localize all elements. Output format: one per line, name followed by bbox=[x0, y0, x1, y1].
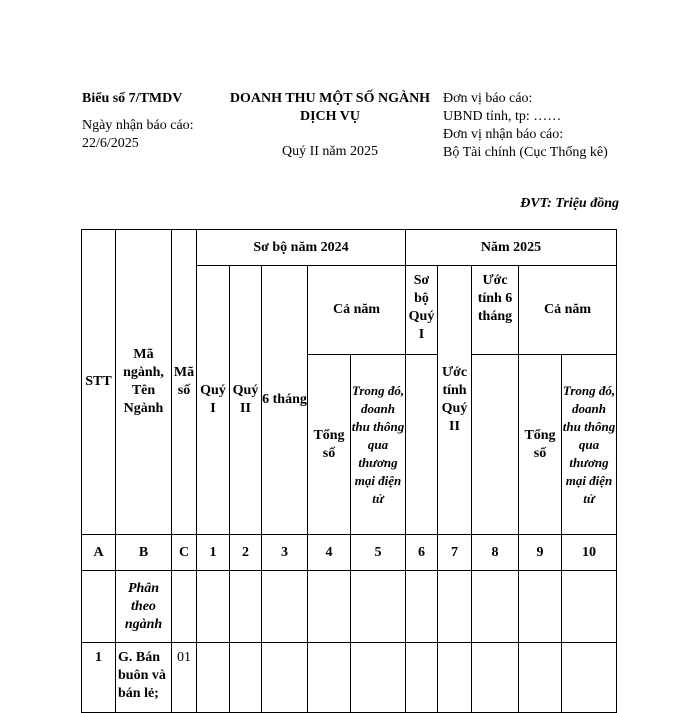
col-total-2024: Tổng số bbox=[308, 355, 351, 535]
header-left bbox=[82, 90, 217, 153]
header-right bbox=[443, 90, 623, 162]
col-total-2025: Tổng số bbox=[519, 355, 562, 535]
receive-date: 22/6/2025 bbox=[82, 136, 139, 151]
index-cell: 6 bbox=[406, 535, 438, 571]
reporting-unit: UBND tỉnh, tp: …… bbox=[443, 109, 562, 124]
report-title-line2: DỊCH VỤ bbox=[299, 109, 361, 124]
index-row bbox=[82, 535, 617, 571]
col-6m-2024: 6 tháng bbox=[262, 266, 308, 535]
revenue-table bbox=[81, 229, 617, 713]
index-cell: 10 bbox=[562, 535, 617, 571]
unit-label: ĐVT: Triệu đồng bbox=[520, 196, 619, 211]
index-cell: 4 bbox=[308, 535, 351, 571]
row-code: 01 bbox=[172, 643, 197, 713]
form-number: Biểu số 7/TMDV bbox=[82, 91, 183, 106]
index-cell: 3 bbox=[262, 535, 308, 571]
col-prelim-q1-2025: Sơ bộ Quý I bbox=[406, 266, 438, 355]
receive-date-label: Ngày nhận báo cáo: bbox=[82, 118, 194, 133]
col-q1-2024: Quý I bbox=[197, 266, 230, 535]
col-ecommerce-2025: Trong đó, doanh thu thông qua thương mại điện tử bbox=[562, 355, 617, 535]
section-label: Phân theo ngành bbox=[116, 571, 172, 643]
col-year-2025: Cả năm bbox=[519, 266, 617, 355]
report-period: Quý II năm 2025 bbox=[281, 144, 379, 159]
col-prelim-q1-2025-blank bbox=[406, 355, 438, 535]
col-est-6m-2025: Ước tính 6 tháng bbox=[472, 266, 519, 355]
col-stt: STT bbox=[82, 230, 116, 535]
col-ecommerce-2024: Trong đó, doanh thu thông qua thương mại điện tử bbox=[351, 355, 406, 535]
col-code: Mã số bbox=[172, 230, 197, 535]
index-cell: A bbox=[82, 535, 116, 571]
col-year-2024: Cả năm bbox=[308, 266, 406, 355]
index-cell: 7 bbox=[438, 535, 472, 571]
receiving-unit-label: Đơn vị nhận báo cáo: bbox=[443, 127, 564, 142]
group-2025: Năm 2025 bbox=[406, 230, 617, 266]
row-stt: 1 bbox=[82, 643, 116, 713]
col-est-q2-2025: Ước tính Quý II bbox=[438, 266, 472, 535]
index-cell: 9 bbox=[519, 535, 562, 571]
section-row bbox=[82, 571, 617, 643]
row-industry-name: G. Bán buôn và bán lẻ; bbox=[116, 643, 172, 713]
col-q2-2024: Quý II bbox=[230, 266, 262, 535]
receiving-unit: Bộ Tài chính (Cục Thống kê) bbox=[443, 145, 608, 160]
group-2024: Sơ bộ năm 2024 bbox=[197, 230, 406, 266]
index-cell: 2 bbox=[230, 535, 262, 571]
col-est-6m-2025-blank bbox=[472, 355, 519, 535]
report-title-line1: DOANH THU MỘT SỐ NGÀNH bbox=[229, 91, 431, 106]
header-center bbox=[220, 90, 440, 161]
index-cell: C bbox=[172, 535, 197, 571]
index-cell: 8 bbox=[472, 535, 519, 571]
index-cell: 5 bbox=[351, 535, 406, 571]
col-industry: Mã ngành, Tên Ngành bbox=[116, 230, 172, 535]
reporting-unit-label: Đơn vị báo cáo: bbox=[443, 91, 533, 106]
table-row bbox=[82, 643, 617, 713]
index-cell: B bbox=[116, 535, 172, 571]
index-cell: 1 bbox=[197, 535, 230, 571]
